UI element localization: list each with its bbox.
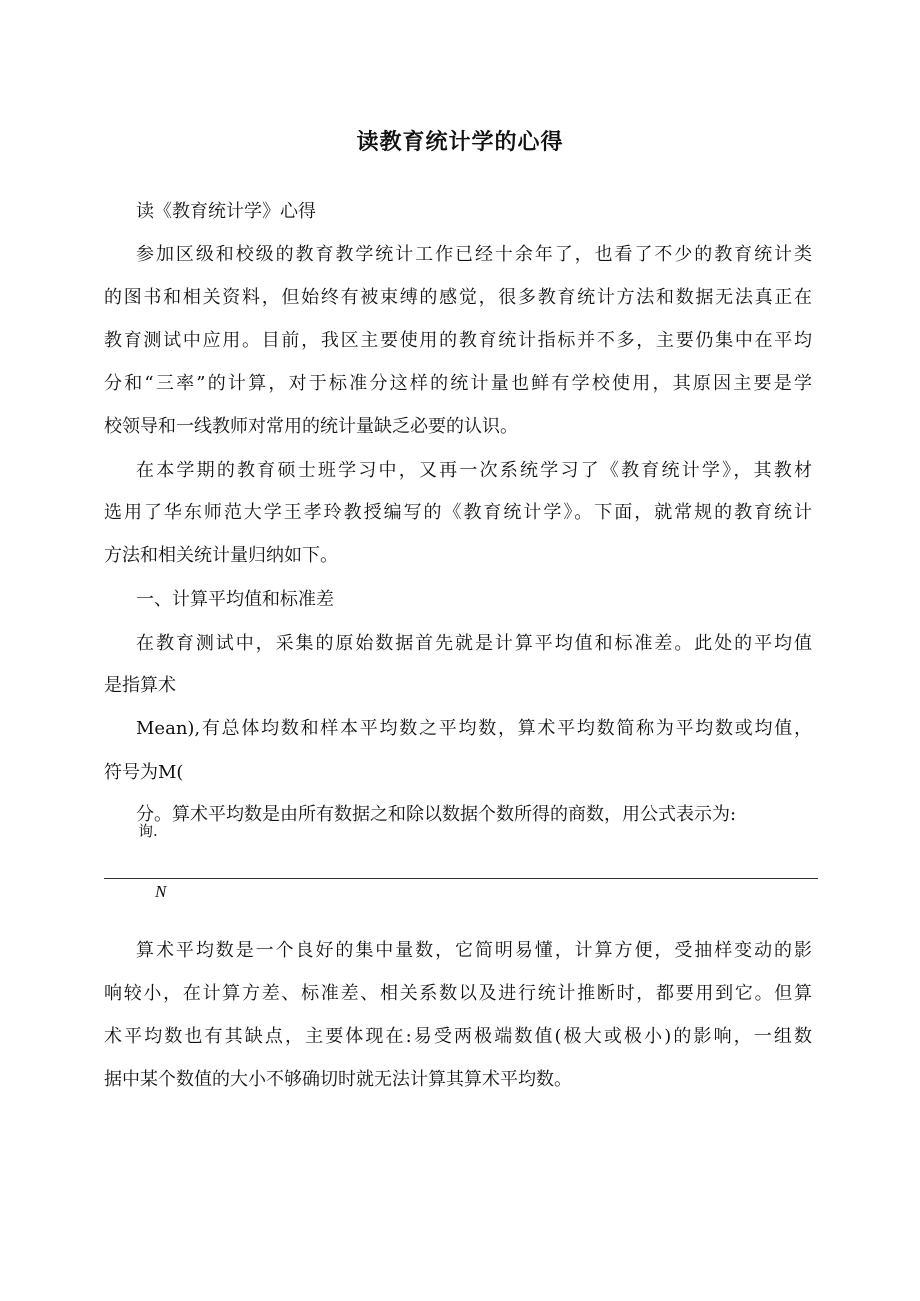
- subtitle: 读《教育统计学》心得: [136, 201, 316, 222]
- paragraph-line: 参加区级和校级的教育教学统计工作已经十余年了，也看了不少的教育统计类: [136, 244, 812, 265]
- paragraph-line: 在教育测试中，采集的原始数据首先就是计算平均值和标准差。此处的平均值: [136, 633, 812, 654]
- paragraph-line: 响较小，在计算方差、标准差、相关系数以及进行统计推断时，都要用到它。但算: [104, 983, 812, 1004]
- text-fragment: 询.: [138, 822, 158, 840]
- page-title: 读教育统计学的心得: [356, 130, 564, 155]
- paragraph-line: 校领导和一线教师对常用的统计量缺乏必要的认识。: [104, 416, 518, 437]
- paragraph-line: 术平均数也有其缺点，主要体现在:易受两极端数值(极大或极小)的影响，一组数: [104, 1026, 812, 1047]
- formula-fraction-line: [104, 878, 818, 879]
- formula-denominator: N: [155, 882, 167, 901]
- paragraph-line: 分和“三率”的计算，对于标准分这样的统计量也鲜有学校使用，其原因主要是学: [104, 373, 812, 394]
- paragraph-line: 是指算术: [104, 675, 176, 696]
- paragraph-line: 据中某个数值的大小不够确切时就无法计算其算术平均数。: [104, 1069, 572, 1090]
- paragraph-line: 算术平均数是一个良好的集中量数，它简明易懂，计算方便，受抽样变动的影: [136, 940, 812, 961]
- paragraph-line: 符号为M(: [104, 762, 184, 783]
- paragraph-line: 的图书和相关资料，但始终有被束缚的感觉，很多教育统计方法和数据无法真正在: [104, 287, 812, 308]
- paragraph-line: 分。算术平均数是由所有数据之和除以数据个数所得的商数，用公式表示为:: [136, 804, 737, 825]
- paragraph-line: 在本学期的教育硕士班学习中，又再一次系统学习了《教育统计学》，其教材: [136, 460, 812, 481]
- paragraph-line: 选用了华东师范大学王孝玲教授编写的《教育统计学》。下面，就常规的教育统计: [104, 502, 812, 523]
- paragraph-line: 方法和相关统计量归纳如下。: [104, 545, 338, 566]
- paragraph-line: Mean),有总体均数和样本平均数之平均数，算术平均数简称为平均数或均值，: [136, 718, 812, 739]
- paragraph-line: 教育测试中应用。目前，我区主要使用的教育统计指标并不多，主要仍集中在平均: [104, 330, 812, 351]
- section-heading: 一、计算平均值和标准差: [136, 589, 334, 610]
